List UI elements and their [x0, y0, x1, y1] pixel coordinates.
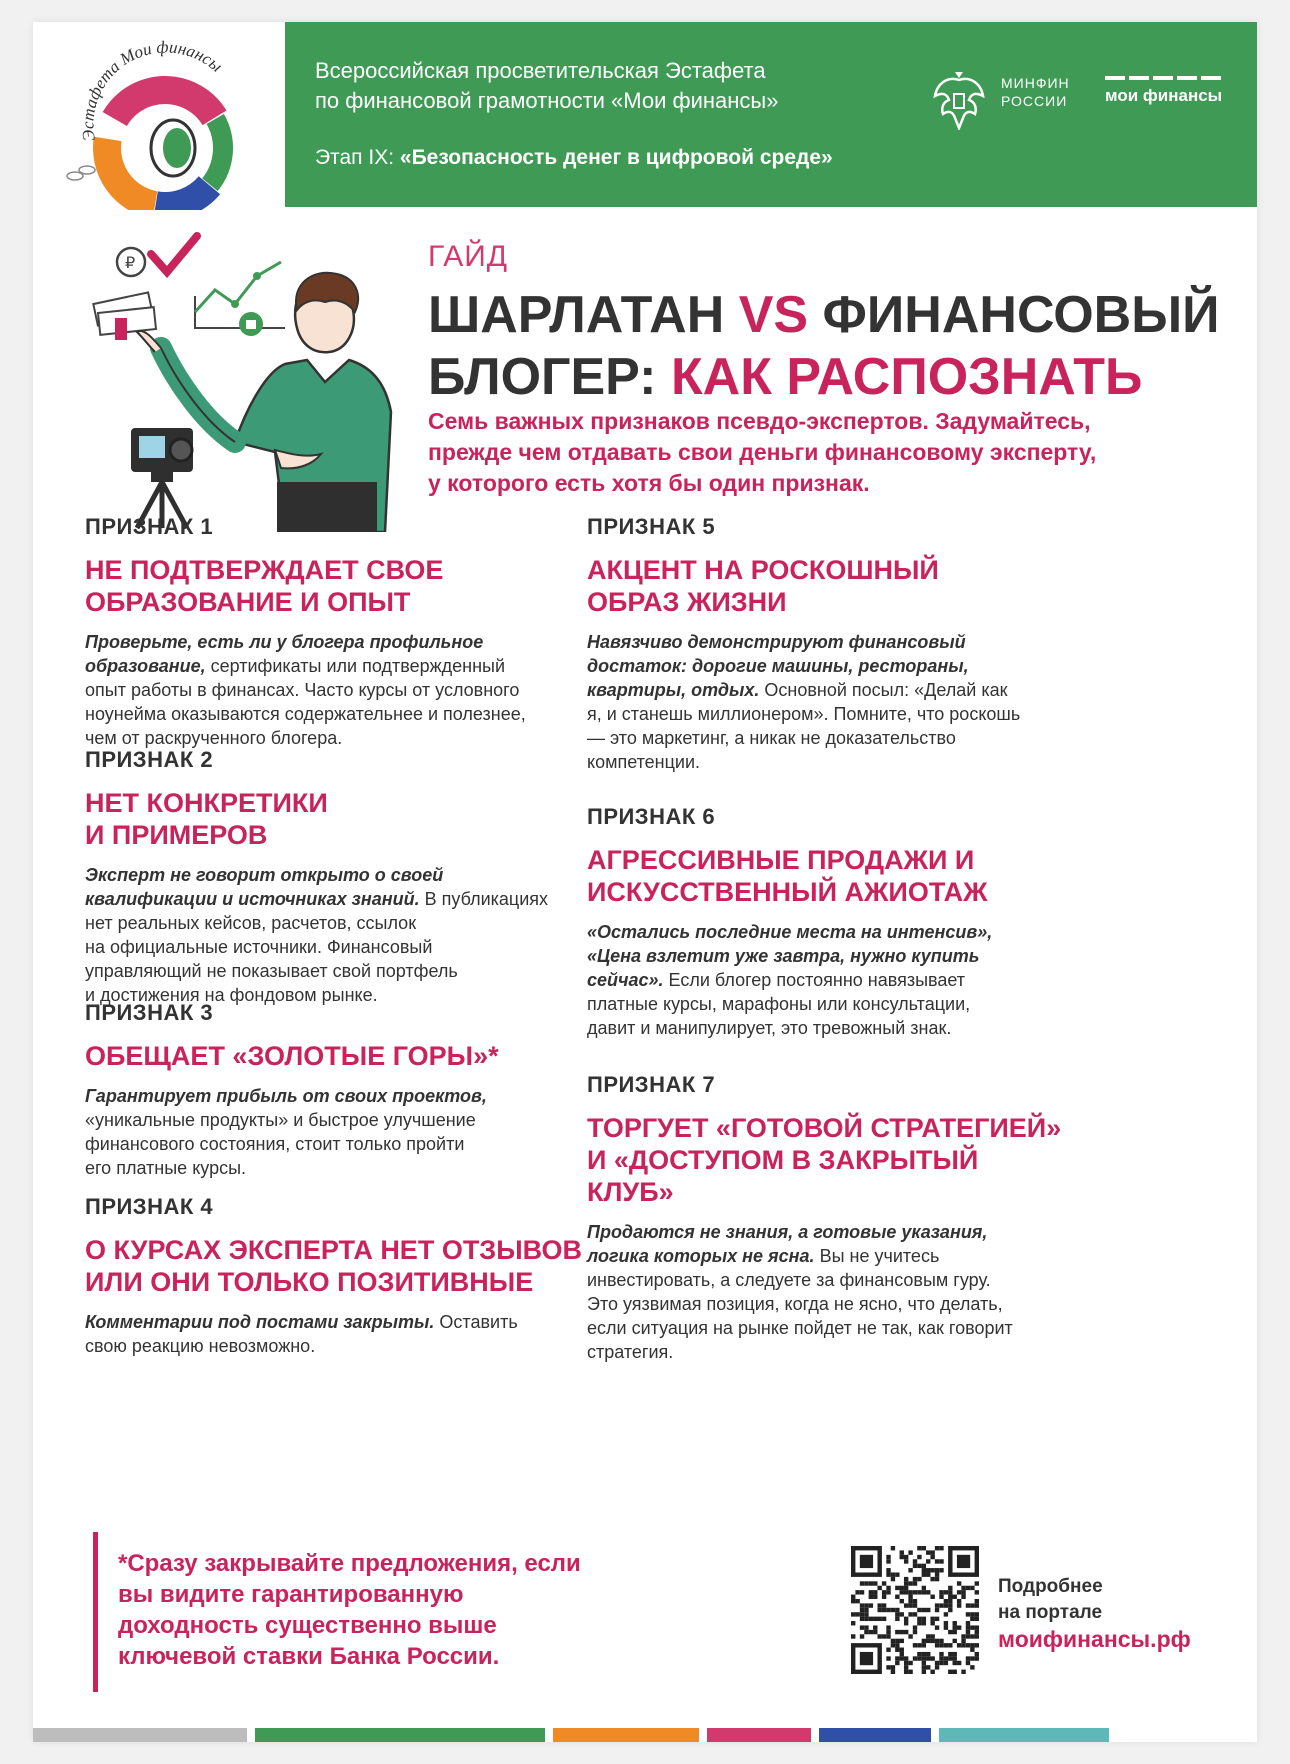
sign-heading-line: АКЦЕНТ НА РОСКОШНЫЙ [587, 555, 939, 585]
sign-heading-line: ОБЕЩАЕТ «ЗОЛОТЫЕ ГОРЫ»* [85, 1041, 499, 1071]
regular-text: управляющий не показывает свой портфель [85, 961, 458, 981]
emphasis-text: Навязчиво демонстрируют финансовый [587, 632, 966, 652]
sign-6 [587, 804, 1147, 1040]
sign-description [587, 1220, 1147, 1364]
stage-title: «Безопасность денег в цифровой среде» [399, 146, 833, 169]
relay-logo-arc-text: Эстафета Мои финансы [78, 37, 227, 143]
poster-sheet [33, 22, 1257, 1742]
sign-description-line [587, 1268, 1147, 1292]
sign-description-line [85, 959, 645, 983]
regular-text: «уникальные продукты» и быстрое улучшение [85, 1110, 476, 1130]
checkmark-icon [151, 236, 197, 272]
sign-number: ПРИЗНАК 2 [85, 747, 214, 772]
regular-text: В публикациях [419, 889, 549, 909]
regular-text: давит и манипулирует, это тревожный знак. [587, 1018, 952, 1038]
emphasis-text: Эксперт не говорит открыто о своей [85, 865, 444, 885]
sign-description-line [85, 887, 645, 911]
regular-text: финансового состояния, стоит только пройти [85, 1134, 465, 1154]
regular-text: Если блогер постоянно навязывает [663, 970, 966, 990]
sign-description-line [587, 750, 1147, 774]
title-vs: VS [738, 286, 809, 344]
color-bar [553, 1728, 699, 1742]
guide-label: ГАЙД [428, 240, 509, 273]
emphasis-text: квалификации и источниках знаний. [85, 889, 420, 909]
sign-heading-line: ИЛИ ОНИ ТОЛЬКО ПОЗИТИВНЫЕ [85, 1267, 534, 1297]
header-title [315, 56, 875, 116]
sign-heading [85, 787, 645, 851]
header-title-line2: по финансовой грамотности «Мои финансы» [315, 88, 779, 113]
bottom-color-bars [33, 1728, 1257, 1742]
sign-heading [85, 554, 645, 618]
regular-text: инвестировать, а следуете за финансовым гуру. [587, 1270, 991, 1290]
sign-description-line [85, 1132, 645, 1156]
footnote-line: *Сразу закрывайте предложения, если [118, 1550, 581, 1577]
sign-heading-line: И ПРИМЕРОВ [85, 820, 268, 850]
minfin-line2: РОССИИ [1001, 93, 1068, 109]
sign-description-line [587, 654, 1147, 678]
regular-text: свою реакцию невозможно. [85, 1336, 316, 1356]
regular-text: я, и станешь миллионером». Помните, что роскошь [587, 704, 1021, 724]
color-bar [255, 1728, 545, 1742]
sign-heading [587, 1112, 1147, 1208]
sign-description [85, 863, 645, 1007]
regular-text: Это уязвимая позиция, когда не ясно, что делать, [587, 1294, 1003, 1314]
main-title [428, 284, 1220, 408]
emphasis-text: достаток: дорогие машины, рестораны, [587, 656, 969, 676]
moi-finansy-logo [1105, 76, 1222, 106]
sign-description [587, 920, 1147, 1040]
sign-heading [85, 1234, 645, 1298]
sign-description-line [85, 1084, 645, 1108]
lead-line: Семь важных признаков псевдо-экспертов. Задумайтесь, [428, 408, 1091, 434]
regular-text: ноунейма оказываются содержательнее и полезнее, [85, 704, 526, 724]
sign-5 [587, 514, 1147, 774]
sign-number: ПРИЗНАК 4 [85, 1194, 214, 1219]
header-stage [315, 146, 833, 170]
emphasis-text: «Остались последние места на интенсив», [587, 922, 993, 942]
sign-heading-line: ОБРАЗОВАНИЕ И ОПЫТ [85, 587, 411, 617]
sign-heading-line: ТОРГУЕТ «ГОТОВОЙ СТРАТЕГИЕЙ» [587, 1113, 1062, 1143]
emphasis-text: Комментарии под постами закрыты. [85, 1312, 435, 1332]
regular-text: — это маркетинг, а никак не доказательство [587, 728, 956, 748]
sign-description-line [85, 935, 645, 959]
sign-description-line [85, 1108, 645, 1132]
sign-heading-line: О КУРСАХ ЭКСПЕРТА НЕТ ОТЗЫВОВ [85, 1235, 582, 1265]
sign-description-line [85, 678, 645, 702]
sign-1 [85, 514, 645, 750]
svg-text:₽: ₽ [125, 253, 136, 272]
sign-description-line [587, 1016, 1147, 1040]
relay-logo-icon [47, 30, 277, 210]
portal-link-block [998, 1574, 1191, 1652]
sign-heading [587, 844, 1147, 908]
footnote-box [93, 1532, 638, 1692]
emphasis-text: «Цена взлетит уже завтра, нужно купить [587, 946, 980, 966]
emphasis-text: логика которых не ясна. [587, 1246, 815, 1266]
lead-line: прежде чем отдавать свои деньги финансовому эксперту, [428, 439, 1097, 465]
sign-heading [587, 554, 1147, 618]
sign-description-line [587, 1244, 1147, 1268]
sign-heading-line: НЕ ПОДТВЕРЖДАЕТ СВОЕ [85, 555, 444, 585]
man-figure-icon [137, 273, 391, 532]
regular-text: сертификаты или подтвержденный [205, 656, 506, 676]
sign-number: ПРИЗНАК 7 [587, 1072, 716, 1097]
footnote-text [118, 1548, 638, 1672]
title-how-to-recognize: КАК РАСПОЗНАТЬ [670, 348, 1143, 406]
regular-text: Основной посыл: «Делай как [759, 680, 1008, 700]
regular-text: чем от раскрученного блогера. [85, 728, 343, 748]
regular-text: и достижения на фондовом рынке. [85, 985, 378, 1005]
regular-text: нет реальных кейсов, расчетов, ссылок [85, 913, 417, 933]
blogger-illustration [85, 232, 405, 532]
header-banner [285, 22, 1257, 207]
lead-line: у которого есть хотя бы один признак. [428, 470, 870, 496]
regular-text: если ситуация на рынке пойдет не так, как говорит [587, 1318, 1013, 1338]
emphasis-text: Продаются не знания, а готовые указания, [587, 1222, 988, 1242]
sign-description [85, 1084, 645, 1180]
sign-description-line [85, 911, 645, 935]
sign-description-line [587, 944, 1147, 968]
regular-text: Вы не учитесь [814, 1246, 940, 1266]
regular-text: стратегия. [587, 1342, 674, 1362]
emphasis-text: образование, [85, 656, 206, 676]
lead-paragraph [428, 406, 1238, 499]
sign-description-line [587, 678, 1147, 702]
emphasis-text: квартиры, отдых. [587, 680, 760, 700]
sign-number: ПРИЗНАК 6 [587, 804, 716, 829]
minfin-line1: МИНФИН [1001, 75, 1070, 91]
emphasis-text: Гарантирует прибыль от своих проектов, [85, 1086, 487, 1106]
sign-description [85, 630, 645, 750]
color-bar [707, 1728, 811, 1742]
sign-description [587, 630, 1147, 774]
sign-heading-line: КЛУБ» [587, 1177, 674, 1207]
sign-2 [85, 747, 645, 1007]
sign-description [85, 1310, 645, 1358]
sign-description-line [587, 968, 1147, 992]
sign-description-line [587, 920, 1147, 944]
sign-description-line [85, 654, 645, 678]
sign-description-line [587, 1340, 1147, 1364]
sign-description-line [587, 630, 1147, 654]
regular-text: опыт работы в финансах. Часто курсы от условного [85, 680, 520, 700]
more-line2: на портале [998, 1602, 1103, 1623]
regular-text: компетенции. [587, 752, 701, 772]
sign-heading [85, 1040, 645, 1072]
sign-7 [587, 1072, 1147, 1364]
regular-text: Оставить [434, 1312, 518, 1332]
sign-heading-line: ОБРАЗ ЖИЗНИ [587, 587, 787, 617]
brand-name: мои финансы [1105, 86, 1223, 105]
header-title-line1: Всероссийская просветительская Эстафета [315, 58, 766, 83]
sign-number: ПРИЗНАК 5 [587, 514, 716, 539]
regular-text: платные курсы, марафоны или консультации, [587, 994, 971, 1014]
sign-3 [85, 1000, 645, 1180]
regular-text: его платные курсы. [85, 1158, 247, 1178]
sign-description-line [85, 1334, 645, 1358]
relay-logo [47, 30, 277, 210]
color-bar [939, 1728, 1109, 1742]
sign-description-line [587, 1220, 1147, 1244]
emphasis-text: сейчас». [587, 970, 664, 990]
sign-description-line [587, 992, 1147, 1016]
minfin-label [1001, 74, 1070, 110]
camera-tripod-icon [131, 428, 193, 528]
color-bar [33, 1728, 247, 1742]
sign-description-line [85, 702, 645, 726]
sign-description-line [587, 1292, 1147, 1316]
double-headed-eagle-icon [933, 70, 985, 130]
title-financial: ФИНАНСОВЫЙ [808, 286, 1220, 344]
title-charlatan: ШАРЛАТАН [428, 286, 739, 344]
qr-code-icon[interactable] [851, 1546, 979, 1674]
sign-heading-line: И «ДОСТУПОМ В ЗАКРЫТЫЙ [587, 1145, 979, 1175]
footnote-line: вы видите гарантированную [118, 1581, 464, 1608]
footnote-line: ключевой ставки Банка России. [118, 1643, 500, 1670]
emphasis-text: Проверьте, есть ли у блогера профильное [85, 632, 484, 652]
sign-description-line [85, 863, 645, 887]
sign-heading-line: АГРЕССИВНЫЕ ПРОДАЖИ И [587, 845, 975, 875]
sign-description-line [85, 1310, 645, 1334]
color-bar [819, 1728, 931, 1742]
sign-number: ПРИЗНАК 1 [85, 514, 214, 539]
footnote-line: доходность существенно выше [118, 1612, 497, 1639]
stage-prefix: Этап IX: [315, 146, 395, 169]
regular-text: на официальные источники. Финансовый [85, 937, 433, 957]
sign-description-line [587, 726, 1147, 750]
sign-description-line [85, 630, 645, 654]
title-blogger: БЛОГЕР: [428, 348, 671, 406]
sign-description-line [587, 702, 1147, 726]
sign-description-line [85, 1156, 645, 1180]
more-line1: Подробнее [998, 1576, 1103, 1597]
sign-4 [85, 1194, 645, 1358]
sign-number: ПРИЗНАК 3 [85, 1000, 214, 1025]
portal-link[interactable]: моифинансы.рф [998, 1626, 1191, 1652]
sign-description-line [587, 1316, 1147, 1340]
brand-bars-icon [1105, 76, 1222, 80]
sign-heading-line: НЕТ КОНКРЕТИКИ [85, 788, 328, 818]
sign-heading-line: ИСКУССТВЕННЫЙ АЖИОТАЖ [587, 877, 988, 907]
